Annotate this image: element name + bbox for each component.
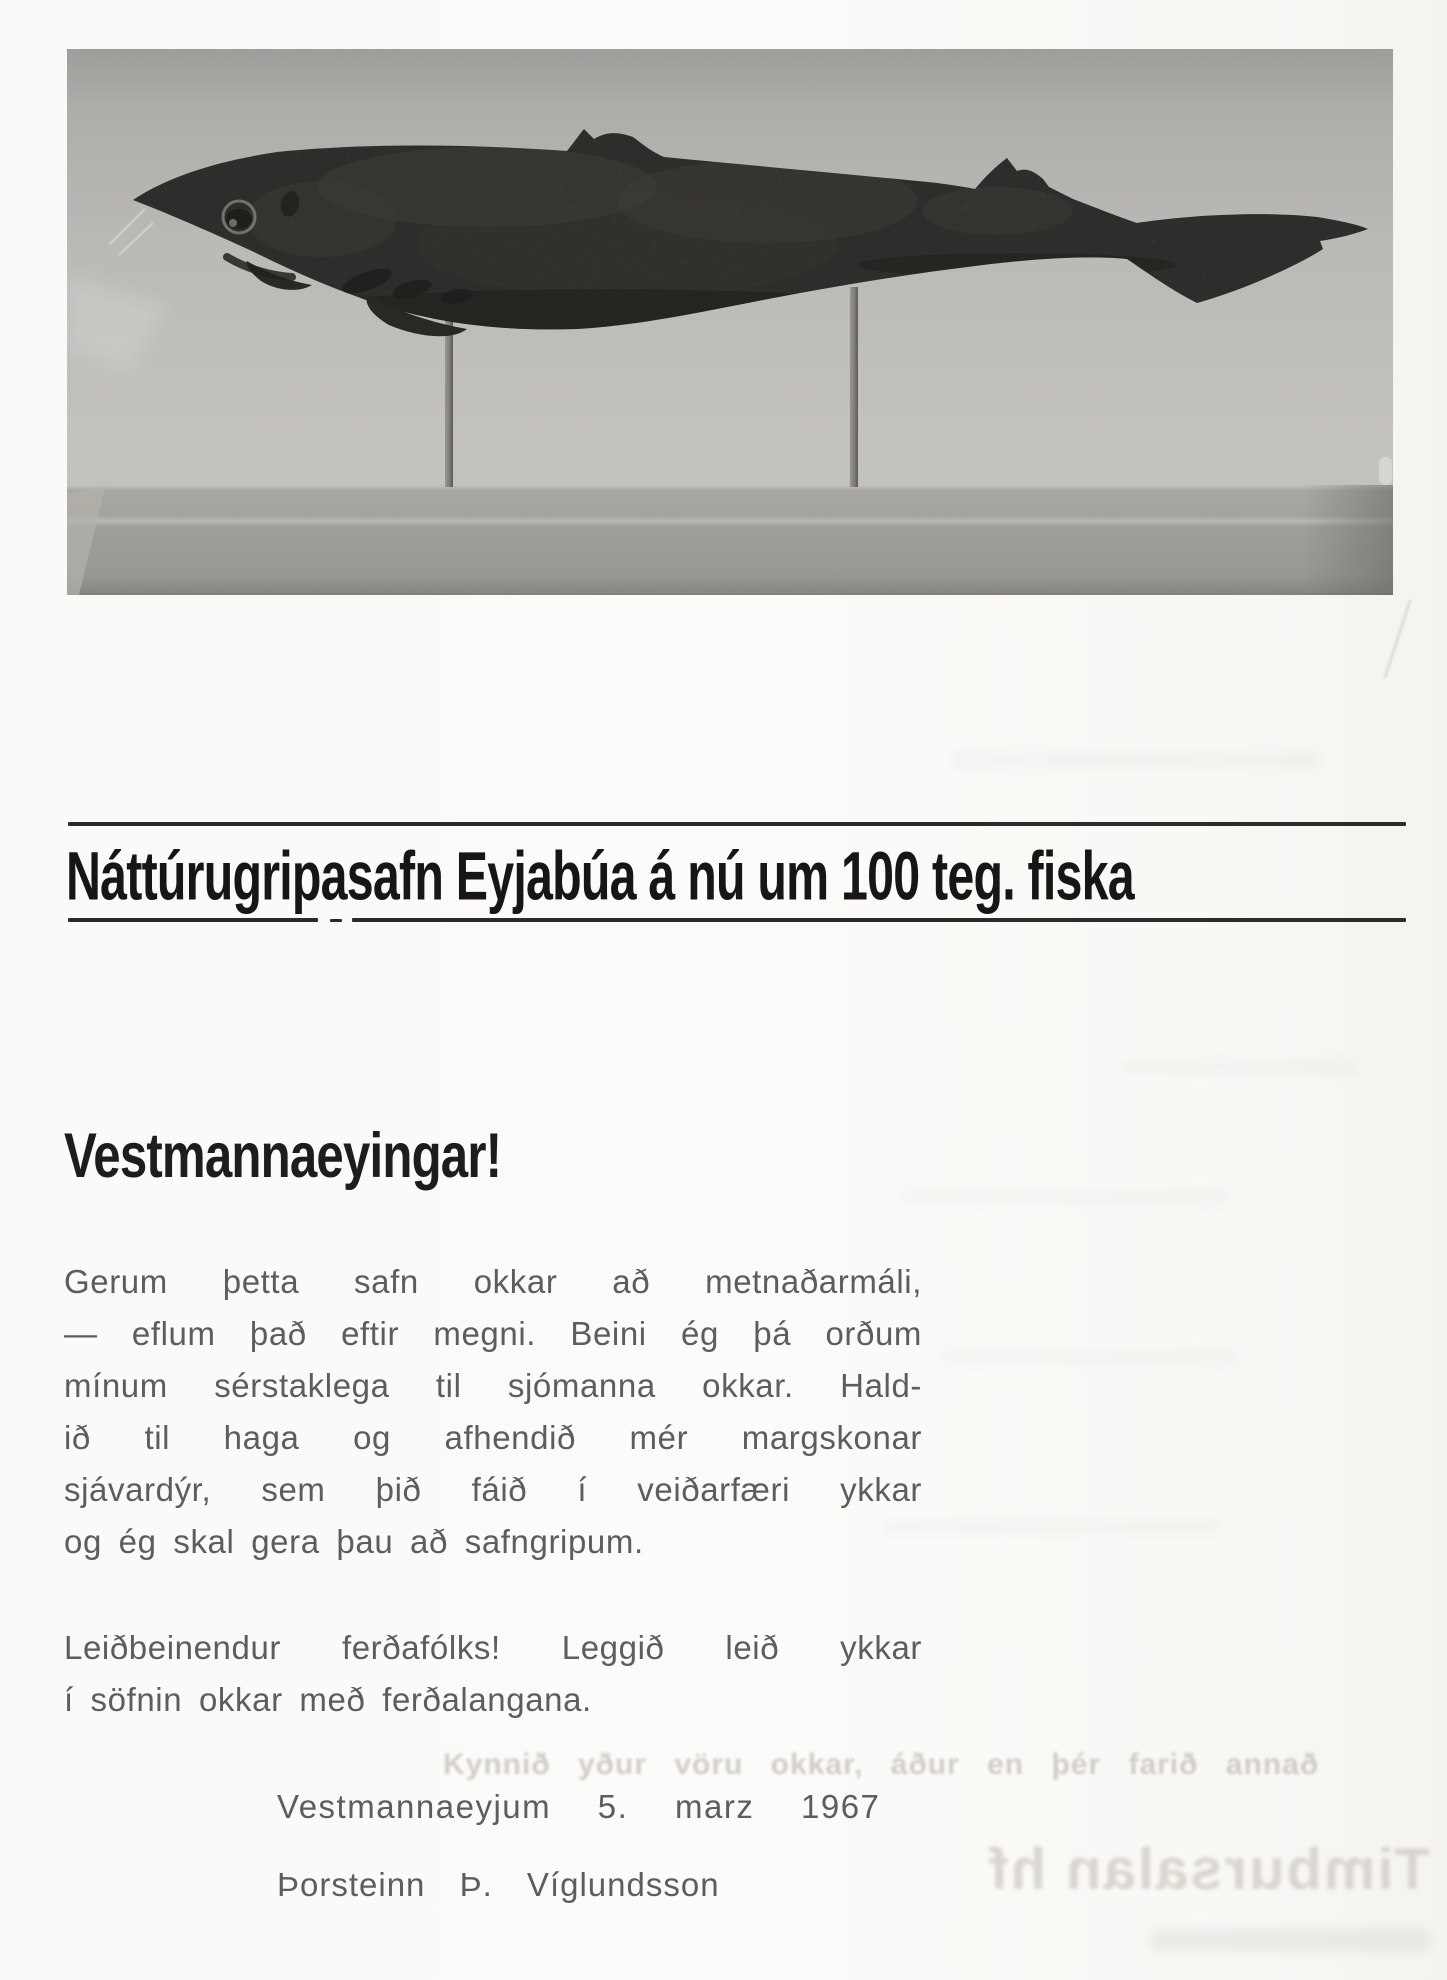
- body-line: mínum sérstaklega til sjómanna okkar. Hald-: [64, 1367, 922, 1404]
- photo-grain: [67, 49, 1393, 595]
- body-line: Gerum þetta safn okkar að metnaðarmáli,: [64, 1263, 922, 1300]
- body-line: ið til haga og afhendið mér margskonar: [64, 1419, 922, 1456]
- body-paragraph-2: [64, 1622, 922, 1726]
- showthrough-smudge: [1150, 1928, 1430, 1952]
- dateline: Vestmannaeyjum 5. marz 1967: [277, 1788, 881, 1825]
- showthrough-smudge: [900, 1190, 1230, 1204]
- shark-specimen-figure: [67, 49, 1393, 595]
- showthrough-smudge: [940, 1350, 1240, 1364]
- specimen-photograph: [67, 49, 1393, 595]
- showthrough-slogan-text: Kynnið yður vöru okkar, áður en þér farið annað: [443, 1748, 1320, 1781]
- headline-rule-bottom-left: [68, 918, 318, 922]
- signature: Þorsteinn Þ. Víglundsson: [277, 1866, 720, 1903]
- body-line: og ég skal gera þau að safngripum.: [64, 1523, 644, 1560]
- section-subheading: Vestmannaeyingar!: [64, 1120, 502, 1191]
- body-line: — eflum það eftir megni. Beini ég þá orðum: [64, 1315, 922, 1352]
- headline-rule-bottom-right: [352, 918, 1406, 922]
- scan-crease: [1383, 600, 1411, 679]
- showthrough-smudge: [1120, 1060, 1360, 1074]
- body-line: sjávardýr, sem þið fáið í veiðarfæri ykkar: [64, 1471, 922, 1508]
- body-line: í söfnin okkar með ferðalangana.: [64, 1681, 592, 1718]
- headline-rule-bottom-dash: [330, 919, 342, 922]
- headline-rule-top: [68, 822, 1406, 826]
- showthrough-smudge: [880, 1520, 1220, 1534]
- showthrough-smudge: [950, 752, 1320, 768]
- showthrough-brand-text-mirrored: Timbursalan hf: [987, 1837, 1430, 1902]
- body-line: Leiðbeinendur ferðafólks! Leggið leið ykkar: [64, 1629, 922, 1666]
- article-headline: Náttúrugripasafn Eyjabúa á nú um 100 teg. fiska: [66, 838, 1134, 915]
- body-paragraph-1: [64, 1256, 922, 1568]
